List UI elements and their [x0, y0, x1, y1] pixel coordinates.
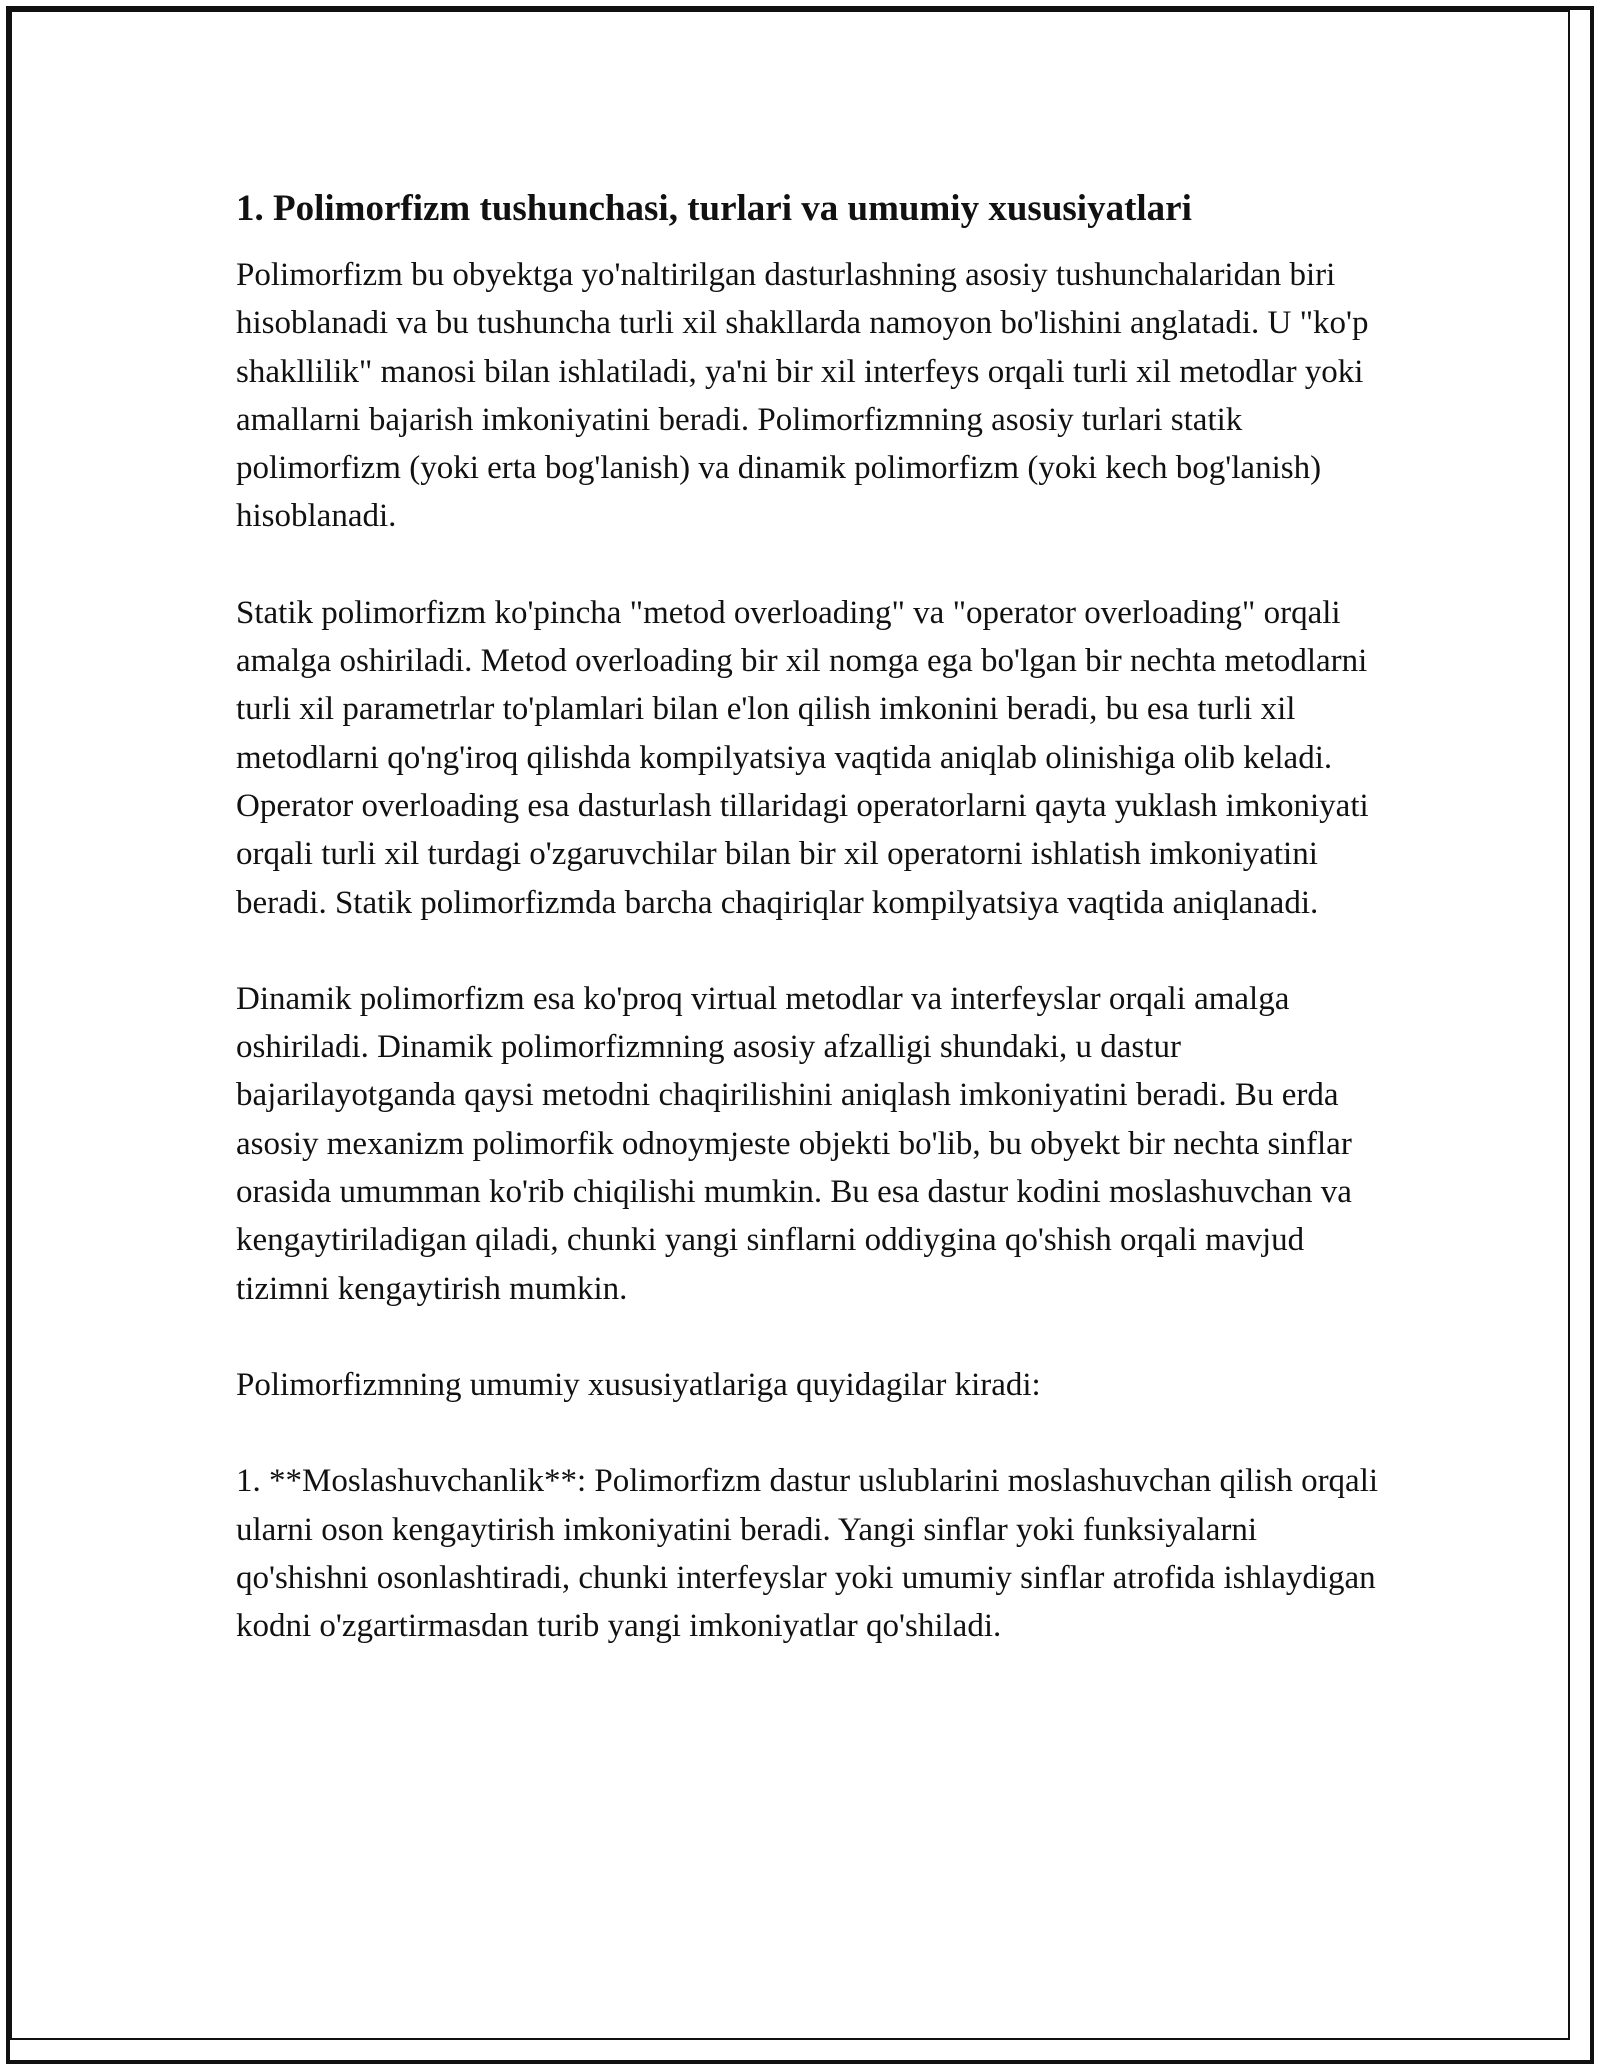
paragraph-features-intro: Polimorfizmning umumiy xususiyatlariga quyidagilar kiradi:	[236, 1366, 1041, 1403]
document-title: 1. Polimorfizm tushunchasi, turlari va umumiy xususiyatlari	[236, 188, 1192, 229]
paragraph-static-polymorphism: Statik polimorfizm ko'pincha "metod overloading" va "operator overloading" orqali amalga oshiriladi. Metod overloading bir xil nomga ega bo'lgan bir nechta metodlarni turli xil parametrlar to'plamlari bilan e'lon qilish imkonini beradi, bu esa turli xil metodlarni qo'ng'iroq qilishda kompilyatsiya vaqtida aniqlab olinishiga olib keladi. Operator overloading esa dasturlash tillaridagi operatorlarni qayta yuklash imkoniyati orqali turli xil turdagi o'zgaruvchilar bilan bir xil operatorni ishlatish imkoniyatini beradi. Statik polimorfizmda barcha chaqiriqlar kompilyatsiya vaqtida aniqlanadi.	[236, 594, 1369, 921]
paragraph-dynamic-polymorphism: Dinamik polimorfizm esa ko'proq virtual metodlar va interfeyslar orqali amalga oshiriladi. Dinamik polimorfizmning asosiy afzalligi shundaki, u dastur bajarilayotganda qaysi metodni chaqirilishini aniqlash imkoniyatini beradi. Bu erda asosiy mexanizm polimorfik odnoymjeste objekti bo'lib, bu obyekt bir nechta sinflar orasida umumman ko'rib chiqilishi mumkin. Bu esa dastur kodini moslashuvchan va kengaytiriladigan qiladi, chunki yangi sinflarni oddiygina qo'shish orqali mavjud tizimni kengaytirish mumkin.	[236, 980, 1352, 1307]
paragraph-feature-flexibility: 1. **Moslashuvchanlik**: Polimorfizm dastur uslublarini moslashuvchan qilish orqali ularni oson kengaytirish imkoniyatini beradi. Yangi sinflar yoki funksiyalarni qo'shishni osonlashtiradi, chunki interfeyslar yoki umumiy sinflar atrofida ishlaydigan kodni o'zgartirmasdan turib yangi imkoniyatlar qo'shiladi.	[236, 1463, 1379, 1645]
document-body	[236, 185, 1386, 1650]
paragraph-intro: Polimorfizm bu obyektga yo'naltirilgan dasturlashning asosiy tushunchalaridan biri hisoblanadi va bu tushuncha turli xil shakllarda namoyon bo'lishini anglatadi. U "ko'p shakllilik" manosi bilan ishlatiladi, ya'ni bir xil interfeys orqali turli xil metodlar yoki amallarni bajarish imkoniyatini beradi. Polimorfizmning asosiy turlari statik polimorfizm (yoki erta bog'lanish) va dinamik polimorfizm (yoki kech bog'lanish) hisoblanadi.	[236, 257, 1369, 535]
